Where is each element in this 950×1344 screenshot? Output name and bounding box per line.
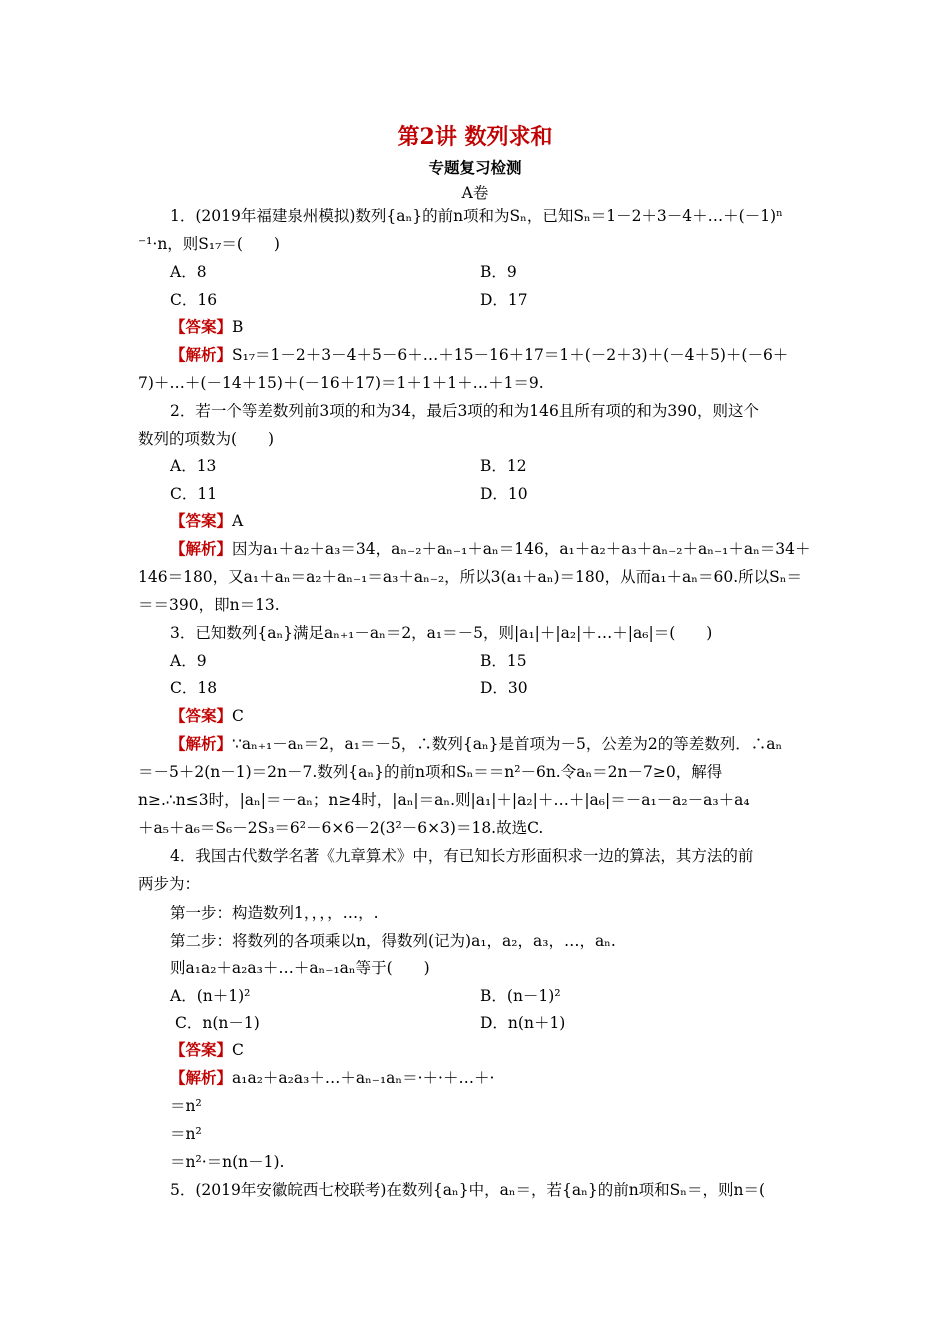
q1-answer — [170, 316, 243, 338]
q3-analysis-line2: ＝－5＋2(n－1)＝2n－7.数列{aₙ}的前n项和Sₙ＝＝n²－6n.令aₙ＝2n－7≥0，解得 — [138, 763, 723, 781]
q2-answer — [170, 510, 243, 532]
q2-analysis-line1 — [170, 538, 811, 560]
q1-option-a: A．8 — [170, 263, 207, 281]
q4-analysis-line3: ＝n² — [170, 1125, 202, 1143]
q4-option-d: D．n(n＋1) — [480, 1014, 566, 1032]
q5-stem-line1: 5．(2019年安徽皖西七校联考)在数列{aₙ}中，aₙ＝，若{aₙ}的前n项和Sₙ＝，则n＝( — [170, 1181, 766, 1199]
q2-analysis-line3: ＝＝390，即n＝13. — [138, 596, 280, 614]
q1-analysis-line1 — [170, 344, 788, 366]
q1-analysis-line2: 7)＋…＋(－14＋15)＋(－16＋17)＝1＋1＋1＋…＋1＝9. — [138, 374, 544, 392]
q4-analysis-line2: ＝n² — [170, 1097, 202, 1115]
q4-answer-value: C — [232, 1041, 244, 1059]
q2-analysis-text1: 因为a₁＋a₂＋a₃＝34，aₙ₋₂＋aₙ₋₁＋aₙ＝146，a₁＋a₂＋a₃＋aₙ₋₂＋aₙ₋₁＋aₙ＝34＋ — [232, 540, 811, 558]
q1-option-b: B．9 — [480, 263, 517, 281]
volume-label: A卷 — [461, 184, 489, 202]
q4-option-b: B．(n－1)² — [480, 987, 561, 1005]
q4-answer — [170, 1039, 244, 1061]
analysis-tag: 【解析】 — [170, 1068, 233, 1087]
answer-tag: 【答案】 — [170, 1040, 233, 1059]
q1-stem-line1: 1．(2019年福建泉州模拟)数列{aₙ}的前n项和为Sₙ，已知Sₙ＝1－2＋3－4＋…＋(－1)ⁿ — [170, 207, 783, 225]
answer-tag: 【答案】 — [170, 511, 233, 530]
q4-step2: 第二步：将数列的各项乘以n，得数列(记为)a₁，a₂，a₃，…，aₙ. — [170, 932, 616, 950]
q1-option-d: D．17 — [480, 291, 528, 309]
q3-stem-line1: 3．已知数列{aₙ}满足aₙ₊₁－aₙ＝2，a₁＝－5，则|a₁|＋|a₂|＋…＋|a₆|＝( ) — [170, 624, 713, 642]
q1-analysis-text1: S₁₇＝1－2＋3－4＋5－6＋…＋15－16＋17＝1＋(－2＋3)＋(－4＋5)＋(－6＋ — [232, 346, 789, 364]
q3-option-b: B．15 — [480, 652, 527, 670]
q4-analysis-line1 — [170, 1067, 494, 1089]
q1-answer-value: B — [232, 318, 244, 336]
q4-analysis-text1: a₁a₂＋a₂a₃＋…＋aₙ₋₁aₙ＝·＋·＋…＋· — [232, 1069, 495, 1087]
answer-tag: 【答案】 — [170, 706, 233, 725]
q4-option-c: C．n(n－1) — [175, 1014, 260, 1032]
q3-answer-value: C — [232, 707, 244, 725]
q4-stem-line2: 两步为： — [138, 875, 201, 893]
analysis-tag: 【解析】 — [170, 345, 233, 364]
answer-tag: 【答案】 — [170, 317, 233, 336]
q4-stem-line1: 4．我国古代数学名著《九章算术》中，有已知长方形面积求一边的算法，其方法的前 — [170, 847, 754, 865]
q1-stem-line2: ⁻¹·n，则S₁₇＝( ) — [138, 235, 280, 253]
q3-analysis-line1 — [170, 733, 782, 755]
q2-option-b: B．12 — [480, 457, 527, 475]
q2-analysis-line2: 146＝180，又a₁＋aₙ＝a₂＋aₙ₋₁＝a₃＋aₙ₋₂，所以3(a₁＋aₙ)＝180，从而a₁＋aₙ＝60.所以Sₙ＝ — [138, 568, 802, 586]
analysis-tag: 【解析】 — [170, 539, 233, 558]
q1-option-c: C．16 — [170, 291, 218, 309]
q4-option-a: A．(n＋1)² — [170, 987, 251, 1005]
page-subtitle: 专题复习检测 — [428, 158, 522, 177]
q3-option-a: A．9 — [170, 652, 207, 670]
q3-analysis-line4: ＋a₅＋a₆＝S₆－2S₃＝6²－6×6－2(3²－6×3)＝18.故选C. — [138, 819, 544, 837]
q2-option-a: A．13 — [170, 457, 217, 475]
q2-option-c: C．11 — [170, 485, 218, 503]
analysis-tag: 【解析】 — [170, 734, 233, 753]
q3-option-d: D．30 — [480, 679, 528, 697]
page-title: 第2讲 数列求和 — [397, 124, 553, 150]
q2-stem-line1: 2．若一个等差数列前3项的和为34，最后3项的和为146且所有项的和为390，则这个 — [170, 402, 759, 420]
q3-analysis-text1: ∵aₙ₊₁－aₙ＝2，a₁＝－5，∴数列{aₙ}是首项为－5，公差为2的等差数列．∴aₙ — [232, 735, 783, 753]
q2-answer-value: A — [232, 512, 244, 530]
q3-option-c: C．18 — [170, 679, 218, 697]
q4-stem-line3: 则a₁a₂＋a₂a₃＋…＋aₙ₋₁aₙ等于( ) — [170, 959, 430, 977]
q2-option-d: D．10 — [480, 485, 528, 503]
q4-analysis-line4: ＝n²·＝n(n－1). — [170, 1153, 285, 1171]
q2-stem-line2: 数列的项数为( ) — [138, 430, 275, 448]
q4-step1: 第一步：构造数列1，，，，…，. — [170, 904, 379, 922]
q3-answer — [170, 705, 244, 727]
q3-analysis-line3: n≥.∴n≤3时，|aₙ|＝－aₙ；n≥4时，|aₙ|＝aₙ.则|a₁|＋|a₂|＋…＋|a₆|＝－a₁－a₂－a₃＋a₄ — [138, 791, 750, 809]
